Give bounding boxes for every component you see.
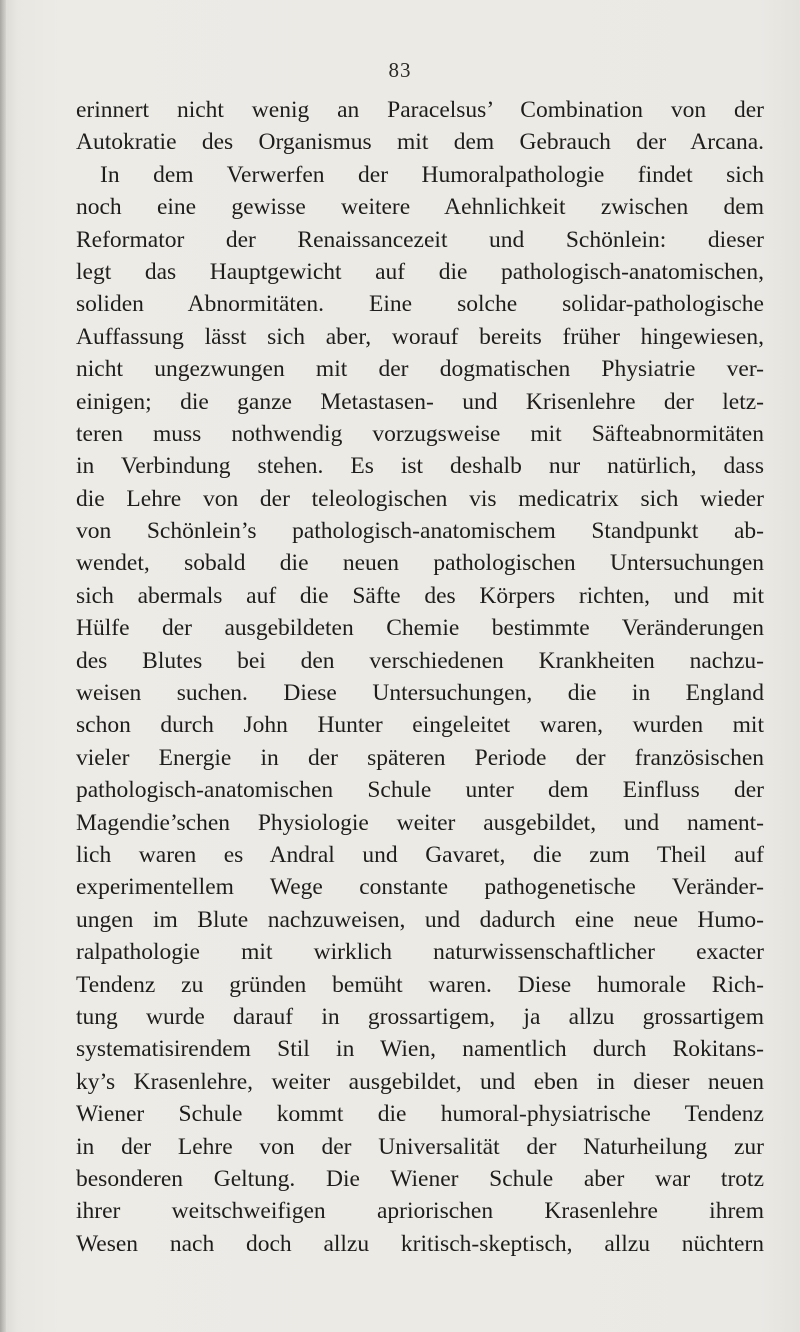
text-line: systematisirendem Stil in Wien, namentlich durch Rokitans- [76, 1036, 764, 1063]
text-line: teren muss nothwendig vorzugsweise mit Säfteabnormitäten [76, 420, 764, 447]
text-line: Reformator der Renaissancezeit und Schönlein: dieser [76, 226, 764, 253]
text-line: soliden Abnormitäten. Eine solche solidar-pathologische [76, 291, 764, 318]
text-line: Hülfe der ausgebildeten Chemie bestimmte Veränderungen [76, 615, 764, 642]
page-number: 83 [388, 58, 412, 82]
page-spine-shadow [0, 0, 6, 1332]
text-line: nicht ungezwungen mit der dogmatischen Physiatrie ver- [76, 356, 764, 383]
text-line: schon durch John Hunter eingeleitet waren, wurden mit [76, 712, 764, 739]
text-line: ungen im Blute nachzuweisen, und dadurch eine neue Humo- [76, 906, 764, 933]
text-line: des Blutes bei den verschiedenen Krankheiten nachzu- [76, 647, 764, 674]
text-line: in Verbindung stehen. Es ist deshalb nur natürlich, dass [76, 453, 764, 480]
text-line: sich abermals auf die Säfte des Körpers richten, und mit [76, 582, 764, 609]
text-line: vieler Energie in der späteren Periode der französischen [76, 744, 764, 771]
text-line: ralpathologie mit wirklich naturwissenschaftlicher exacter [76, 939, 764, 966]
text-line: einigen; die ganze Metastasen- und Krisenlehre der letz- [76, 388, 764, 415]
text-line: ihrer weitschweifigen apriorischen Krasenlehre ihrem [76, 1198, 764, 1225]
text-line: In dem Verwerfen der Humoralpathologie findet sich [100, 161, 764, 188]
text-line: ky’s Krasenlehre, weiter ausgebildet, und eben in dieser neuen [76, 1068, 764, 1095]
text-line: die Lehre von der teleologischen vis medicatrix sich wieder [76, 485, 764, 512]
text-line: Wiener Schule kommt die humoral-physiatrische Tendenz [76, 1101, 764, 1128]
text-line: weisen suchen. Diese Untersuchungen, die in England [76, 680, 764, 707]
body-text [76, 94, 764, 1260]
text-line: Wesen nach doch allzu kritisch-skeptisch, allzu nüchtern [76, 1230, 764, 1257]
text-line: erinnert nicht wenig an Paracelsus’ Combination von der [76, 97, 764, 123]
text-line: besonderen Geltung. Die Wiener Schule aber war trotz [76, 1165, 764, 1192]
text-line: lich waren es Andral und Gavaret, die zum Theil auf [76, 841, 764, 868]
text-line: Magendie’schen Physiologie weiter ausgebildet, und nament- [76, 809, 764, 836]
text-line: pathologisch-anatomischen Schule unter dem Einfluss der [76, 777, 764, 804]
text-line: legt das Hauptgewicht auf die pathologisch-anatomischen, [76, 258, 764, 285]
text-line: Tendenz zu gründen bemüht waren. Diese humorale Rich- [76, 971, 764, 998]
text-line: Auffassung lässt sich aber, worauf bereits früher hingewiesen, [76, 323, 764, 350]
text-line: in der Lehre von der Universalität der Naturheilung zur [76, 1133, 764, 1160]
text-line: noch eine gewisse weitere Aehnlichkeit zwischen dem [76, 194, 764, 221]
text-line: experimentellem Wege constante pathogenetische Veränder- [76, 874, 764, 901]
text-line: Autokratie des Organismus mit dem Gebrauch der Arcana. [76, 129, 764, 156]
text-line: tung wurde darauf in grossartigem, ja allzu grossartigem [76, 1003, 764, 1030]
text-line: von Schönlein’s pathologisch-anatomischem Standpunkt ab- [76, 518, 764, 545]
text-line: wendet, sobald die neuen pathologischen Untersuchungen [76, 550, 764, 577]
